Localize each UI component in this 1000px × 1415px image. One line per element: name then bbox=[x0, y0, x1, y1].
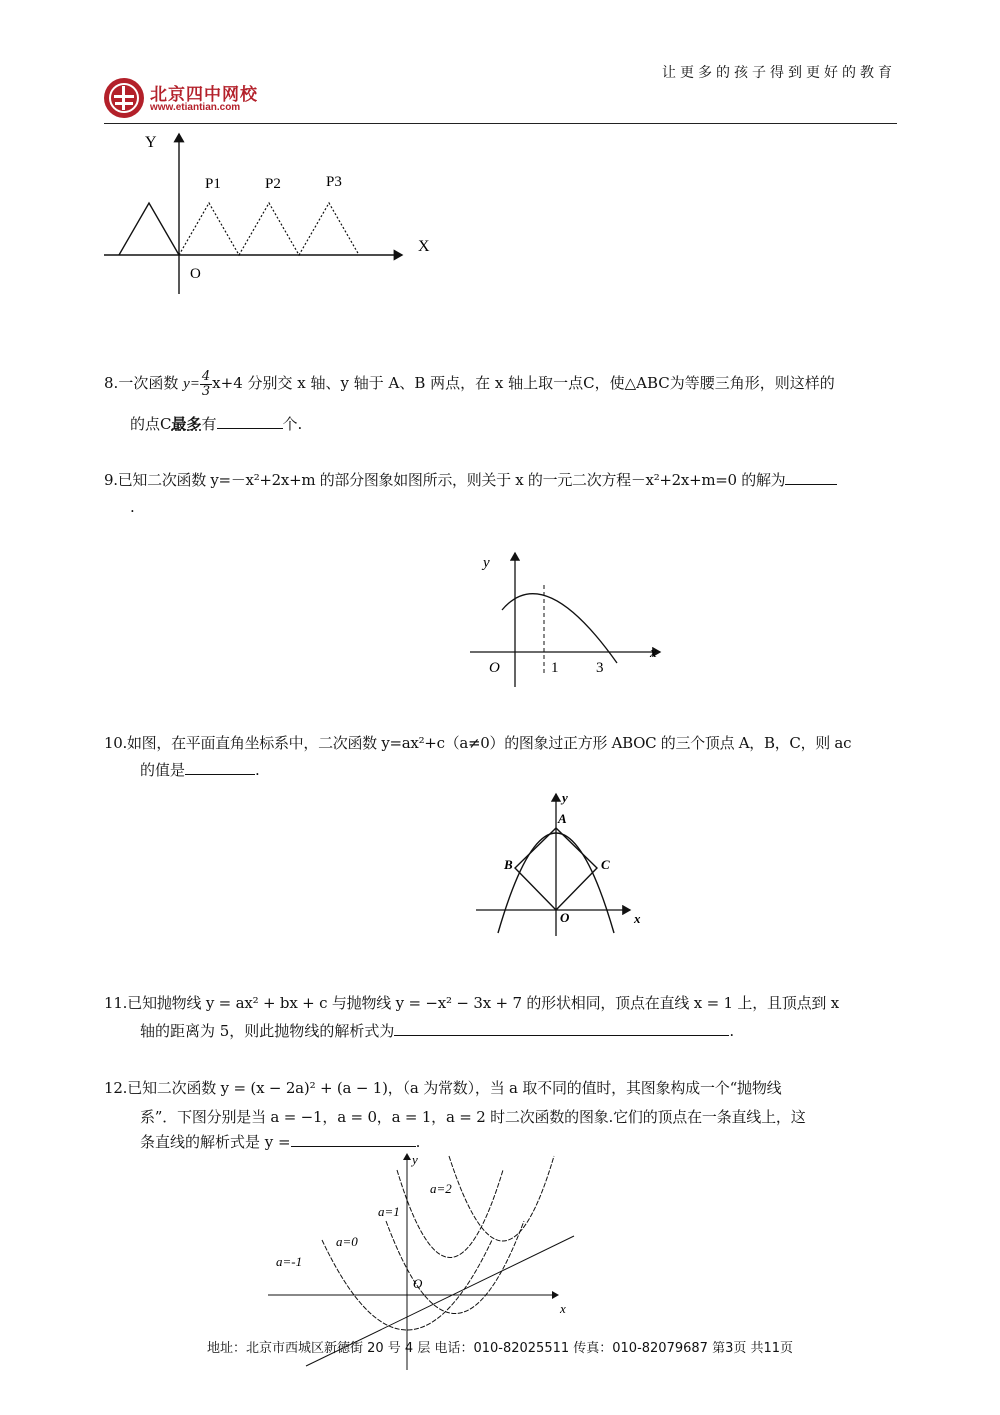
q11-answer-blank[interactable] bbox=[394, 1021, 729, 1036]
origin-label: O bbox=[190, 266, 201, 282]
q9-answer-blank[interactable] bbox=[785, 470, 837, 485]
q9-text: 已知二次函数 y=－x²+2x+m 的部分图象如图所示，则关于 x 的一元二次方程－x²+2x+m=0 的解为 bbox=[117, 471, 786, 489]
logo-name: 北京四中网校 bbox=[150, 85, 258, 105]
svg-text:B: B bbox=[504, 857, 513, 872]
svg-text:a=1: a=1 bbox=[378, 1204, 400, 1219]
q12-curve-am1 bbox=[449, 1156, 554, 1241]
svg-text:C: C bbox=[601, 857, 610, 872]
q10-text: 如图，在平面直角坐标系中，二次函数 y=ax²+c（a≠0）的图象过正方形 ABOC 的三个顶点 A，B，C，则 ac bbox=[126, 734, 852, 752]
svg-text:O: O bbox=[560, 910, 570, 925]
q9-end: . bbox=[130, 498, 135, 516]
triangle-sequence-figure bbox=[100, 126, 440, 301]
svg-text:x: x bbox=[560, 1301, 566, 1316]
svg-text:a=-1: a=-1 bbox=[276, 1254, 303, 1269]
p3-label: P3 bbox=[326, 174, 342, 190]
question-12-line3: 条直线的解析式是 y = . bbox=[140, 1133, 421, 1151]
question-10-line2: 的值是 . bbox=[140, 761, 260, 779]
svg-text:a=2: a=2 bbox=[430, 1181, 452, 1196]
logo-url: www.etiantian.com bbox=[150, 102, 241, 113]
y-axis-label: Y bbox=[145, 134, 157, 151]
svg-text:x: x bbox=[650, 645, 657, 661]
school-logo-icon bbox=[102, 76, 148, 122]
q10-answer-blank[interactable] bbox=[185, 760, 255, 775]
solid-triangle bbox=[119, 203, 179, 255]
question-10: 10.如图，在平面直角坐标系中，二次函数 y=ax²+c（a≠0）的图象过正方形 ABOC 的三个顶点 A，B，C，则 ac bbox=[104, 734, 852, 752]
q8-post: x+4 分别交 x 轴、y 轴于 A、B 两点，在 x 轴上取一点C，使△ABC为等腰三角形，则这样的 bbox=[212, 374, 835, 392]
svg-text:y: y bbox=[562, 790, 568, 805]
svg-text:y: y bbox=[483, 555, 490, 571]
dotted-triangles bbox=[179, 203, 359, 255]
question-11-line2: 轴的距离为 5，则此抛物线的解析式为 . bbox=[140, 1022, 735, 1040]
question-8 bbox=[104, 368, 835, 399]
svg-text:O: O bbox=[489, 660, 500, 676]
svg-text:A: A bbox=[558, 811, 567, 826]
q8-fraction: $\frac{4}{3}$ bbox=[201, 368, 211, 399]
x-axis-label: X bbox=[418, 238, 430, 255]
svg-text:O: O bbox=[413, 1276, 423, 1291]
question-9: 9.已知二次函数 y=－x²+2x+m 的部分图象如图所示，则关于 x 的一元二次方程－x²+2x+m=0 的解为 bbox=[104, 465, 837, 495]
svg-text:3: 3 bbox=[596, 660, 604, 676]
q10-square-parabola-figure bbox=[472, 788, 647, 938]
q11-text: 已知抛物线 y = ax² + bx + c 与抛物线 y = −x² − 3x + 7 的形状相同，顶点在直线 x = 1 上，且顶点到 x bbox=[127, 994, 840, 1012]
question-11: 11.已知抛物线 y = ax² + bx + c 与抛物线 y = −x² − 3x + 7 的形状相同，顶点在直线 x = 1 上，且顶点到 x bbox=[104, 994, 840, 1012]
header-divider bbox=[104, 123, 897, 124]
q12-text: 已知二次函数 y = (x − 2a)² + (a − 1)，（a 为常数），当 a 取不同的值时，其图象构成一个“抛物线 bbox=[127, 1079, 782, 1097]
q8-pre: 一次函数 bbox=[118, 374, 179, 392]
p2-label: P2 bbox=[265, 176, 281, 192]
question-12-line2: 系”．下图分别是当 a = −1，a = 0，a = 1，a = 2 时二次函数的图象.它们的顶点在一条直线上，这 bbox=[140, 1108, 806, 1126]
svg-text:a=0: a=0 bbox=[336, 1234, 358, 1249]
question-12: 12.已知二次函数 y = (x − 2a)² + (a − 1)，（a 为常数），当 a 取不同的值时，其图象构成一个“抛物线 bbox=[104, 1079, 782, 1097]
question-8-line2: 的点C最多有 个. bbox=[130, 415, 303, 433]
q9-parabola-figure bbox=[465, 545, 675, 690]
svg-text:y: y bbox=[412, 1152, 418, 1167]
q8-answer-blank[interactable] bbox=[217, 414, 283, 429]
q8-func-y: y= bbox=[183, 376, 200, 392]
p1-label: P1 bbox=[205, 176, 221, 192]
q12-answer-blank[interactable] bbox=[291, 1132, 416, 1147]
page-footer: 地址：北京市西城区新德街 20 号 4 层 电话：010-82025511 传真：010-82079687 第3页 共11页 bbox=[206, 1341, 794, 1356]
q8-emphasis: 最多 bbox=[171, 415, 202, 433]
q8-number: 8. bbox=[104, 374, 119, 392]
svg-text:x: x bbox=[634, 911, 641, 926]
header-slogan: 让更多的孩子得到更好的教育 bbox=[662, 65, 896, 81]
svg-text:1: 1 bbox=[551, 660, 559, 676]
